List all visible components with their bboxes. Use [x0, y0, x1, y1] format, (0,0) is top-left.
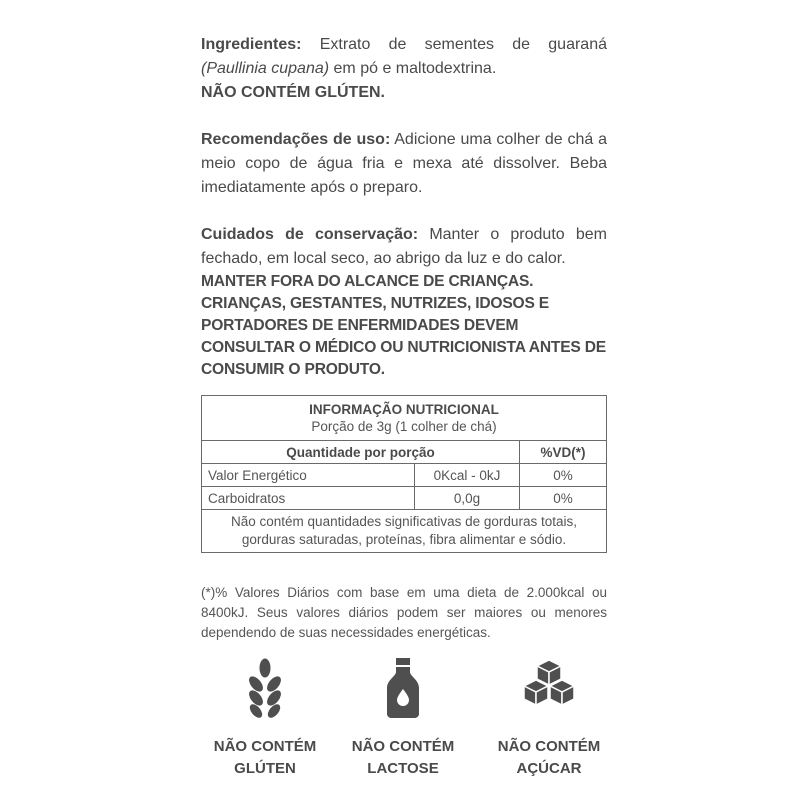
row-vd: 0%	[520, 464, 607, 487]
gluten-statement: NÃO CONTÉM GLÚTEN.	[201, 84, 385, 101]
nutrition-table	[201, 395, 607, 553]
nutrition-header	[202, 396, 607, 441]
ingredients-scientific-name: (Paullinia cupana)	[201, 60, 330, 77]
badge-caption-line1: NÃO CONTÉM	[497, 738, 601, 755]
row-vd: 0%	[520, 487, 607, 510]
badge-caption-line1: NÃO CONTÉM	[351, 738, 455, 755]
ingredients-paragraph	[201, 33, 607, 81]
badge-caption-line2: LACTOSE	[367, 760, 439, 777]
table-row	[202, 464, 607, 487]
badge-caption-line2: GLÚTEN	[234, 760, 296, 777]
label-text-block	[201, 33, 607, 381]
badge-lactose-free	[343, 658, 463, 780]
sugar-cubes-icon	[520, 658, 578, 710]
badge-caption	[205, 736, 325, 780]
ingredients-label: Ingredientes:	[201, 36, 302, 53]
nutrition-serving: Porção de 3g (1 colher de chá)	[311, 419, 497, 434]
badge-caption-line2: AÇÚCAR	[516, 760, 582, 777]
badge-caption	[343, 736, 463, 780]
row-amount: 0,0g	[415, 487, 520, 510]
badge-caption	[489, 736, 609, 780]
ingredients-text-end: em pó e maltodextrina.	[329, 60, 497, 77]
badge-gluten-free	[205, 658, 325, 780]
conservation-paragraph	[201, 223, 607, 271]
nutrition-footnote: (*)% Valores Diários com base em uma dieta de 2.000kcal ou 8400kJ. Seus valores diários podem ser maiores ou menores dependendo de suas necessidades energéticas.	[201, 585, 607, 640]
milk-bottle-icon	[383, 658, 423, 718]
row-name: Valor Energético	[202, 464, 415, 487]
nutrition-title: INFORMAÇÃO NUTRICIONAL	[309, 402, 499, 417]
nutrition-note: Não contém quantidades significativas de gorduras totais, gorduras saturadas, proteínas, fibra alimentar e sódio.	[202, 510, 607, 553]
ingredients-text: Extrato de sementes de guaraná	[301, 36, 607, 53]
conservation-label: Cuidados de conservação:	[201, 226, 419, 243]
warning-text: MANTER FORA DO ALCANCE DE CRIANÇAS. CRIANÇAS, GESTANTES, NUTRIZES, IDOSOS E PORTADORES DE ENFERMIDADES DEVEM CONSULTAR O MÉDICO OU NUTRICIONISTA ANTES DE CONSUMIR O PRODUTO.	[201, 273, 607, 378]
table-row	[202, 487, 607, 510]
usage-label: Recomendações de uso:	[201, 131, 391, 148]
row-amount: 0Kcal - 0kJ	[415, 464, 520, 487]
column-header-vd: %VD(*)	[520, 441, 607, 464]
badge-sugar-free	[489, 658, 609, 780]
usage-paragraph	[201, 128, 607, 200]
column-header-quantity: Quantidade por porção	[202, 441, 520, 464]
usage-text: Adicione uma colher de chá a meio copo de água fria e mexa até dissolver. Beba imediatamente após o preparo.	[201, 131, 608, 196]
row-name: Carboidratos	[202, 487, 415, 510]
badge-caption-line1: NÃO CONTÉM	[213, 738, 317, 755]
conservation-text: Manter o produto bem fechado, em local seco, ao abrigo da luz e do calor.	[201, 226, 607, 267]
wheat-icon	[245, 658, 285, 718]
